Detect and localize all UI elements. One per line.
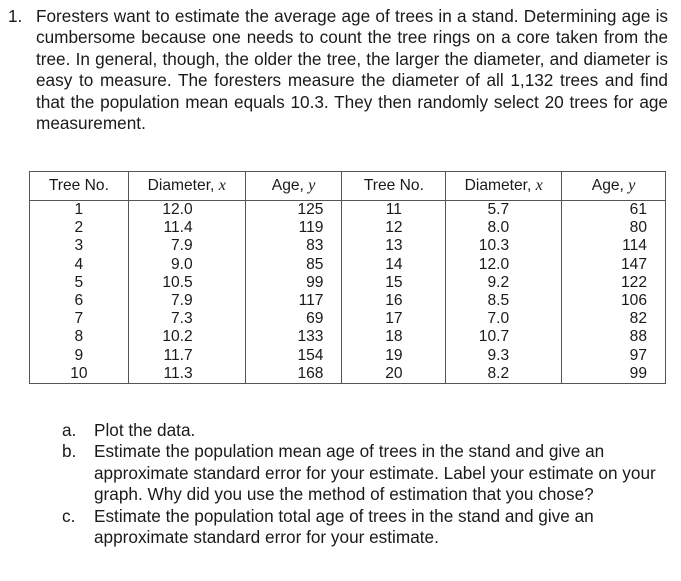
subpart-letter: a.: [62, 420, 77, 440]
cell-age: 125: [245, 201, 342, 220]
cell-age: 82: [562, 310, 666, 328]
cell-age: 83: [245, 237, 342, 255]
subpart-b: [62, 441, 662, 505]
table-row: [30, 274, 666, 292]
cell-diameter: 9.0: [128, 256, 245, 274]
cell-tree: 17: [342, 310, 446, 328]
tree-data-table: [29, 171, 666, 384]
cell-tree: 7: [30, 310, 129, 328]
cell-age: 97: [562, 347, 666, 365]
age-variable-2: y: [628, 177, 636, 194]
diameter-variable: x: [218, 177, 226, 194]
header-age: Age, y: [245, 172, 342, 201]
cell-tree: 19: [342, 347, 446, 365]
cell-tree: 13: [342, 237, 446, 255]
cell-diameter: 8.5: [446, 292, 562, 310]
cell-diameter: 12.0: [128, 201, 245, 220]
cell-age: 69: [245, 310, 342, 328]
subparts-list: [62, 420, 662, 548]
table-row: [30, 256, 666, 274]
problem-text: Foresters want to estimate the average age of trees in a stand. Determining age is cumbersome because one needs to count the tree rings on a core taken from the tree. In general, though, the older the tree, the larger the diameter, and diameter is easy to measure. The foresters measure the diameter of all 1,132 trees and find that the population mean equals 10.3. They then randomly select 20 trees for age measurement.: [36, 6, 668, 134]
cell-tree: 20: [342, 365, 446, 384]
cell-age: 154: [245, 347, 342, 365]
cell-age: 114: [562, 237, 666, 255]
cell-tree: 4: [30, 256, 129, 274]
cell-diameter: 7.9: [128, 292, 245, 310]
cell-diameter: 8.0: [446, 219, 562, 237]
table-row: [30, 292, 666, 310]
cell-diameter: 9.2: [446, 274, 562, 292]
cell-tree: 2: [30, 219, 129, 237]
cell-diameter: 8.2: [446, 365, 562, 384]
cell-diameter: 10.3: [446, 237, 562, 255]
cell-tree: 6: [30, 292, 129, 310]
cell-diameter: 12.0: [446, 256, 562, 274]
cell-tree: 3: [30, 237, 129, 255]
cell-age: 99: [245, 274, 342, 292]
cell-age: 99: [562, 365, 666, 384]
cell-age: 119: [245, 219, 342, 237]
table-row: [30, 328, 666, 346]
cell-tree: 16: [342, 292, 446, 310]
problem-number: 1.: [8, 6, 23, 26]
subpart-a: [62, 420, 662, 441]
cell-diameter: 9.3: [446, 347, 562, 365]
cell-diameter: 10.5: [128, 274, 245, 292]
cell-diameter: 11.7: [128, 347, 245, 365]
cell-diameter: 5.7: [446, 201, 562, 220]
subpart-text: Estimate the population total age of trees in the stand and give an approximate standard error for your estimate.: [94, 505, 594, 548]
table-row: [30, 365, 666, 384]
cell-tree: 11: [342, 201, 446, 220]
cell-age: 106: [562, 292, 666, 310]
cell-age: 147: [562, 256, 666, 274]
header-diameter: Diameter, x: [128, 172, 245, 201]
cell-tree: 10: [30, 365, 129, 384]
cell-diameter: 7.9: [128, 237, 245, 255]
table-row: [30, 310, 666, 328]
cell-age: 85: [245, 256, 342, 274]
cell-diameter: 10.2: [128, 328, 245, 346]
header-tree-no-2: Tree No.: [342, 172, 446, 201]
diameter-variable-2: x: [535, 177, 543, 194]
cell-tree: 1: [30, 201, 129, 220]
cell-diameter: 7.3: [128, 310, 245, 328]
cell-tree: 9: [30, 347, 129, 365]
table-row: [30, 347, 666, 365]
header-tree-no: Tree No.: [30, 172, 129, 201]
cell-diameter: 7.0: [446, 310, 562, 328]
cell-tree: 5: [30, 274, 129, 292]
subpart-text: Estimate the population mean age of trees in the stand and give an approximate standard error for your estimate. Label your estimate on your graph. Why did you use the method of estimation that you chose?: [94, 441, 656, 505]
cell-diameter: 10.7: [446, 328, 562, 346]
cell-age: 122: [562, 274, 666, 292]
header-diameter-2: Diameter, x: [446, 172, 562, 201]
table-row: [30, 201, 666, 220]
cell-tree: 15: [342, 274, 446, 292]
subpart-c: [62, 506, 662, 549]
cell-tree: 14: [342, 256, 446, 274]
cell-age: 80: [562, 219, 666, 237]
cell-age: 61: [562, 201, 666, 220]
cell-diameter: 11.3: [128, 365, 245, 384]
subpart-text: Plot the data.: [94, 420, 196, 440]
age-variable: y: [308, 177, 316, 194]
cell-age: 133: [245, 328, 342, 346]
cell-age: 117: [245, 292, 342, 310]
problem-statement: [8, 6, 668, 134]
cell-age: 168: [245, 365, 342, 384]
cell-tree: 8: [30, 328, 129, 346]
subpart-letter: b.: [62, 441, 77, 462]
subpart-letter: c.: [62, 505, 76, 526]
cell-tree: 18: [342, 328, 446, 346]
header-age-2: Age, y: [562, 172, 666, 201]
cell-age: 88: [562, 328, 666, 346]
cell-diameter: 11.4: [128, 219, 245, 237]
cell-tree: 12: [342, 219, 446, 237]
table-row: [30, 219, 666, 237]
table-row: [30, 237, 666, 255]
table-header-row: [30, 172, 666, 201]
